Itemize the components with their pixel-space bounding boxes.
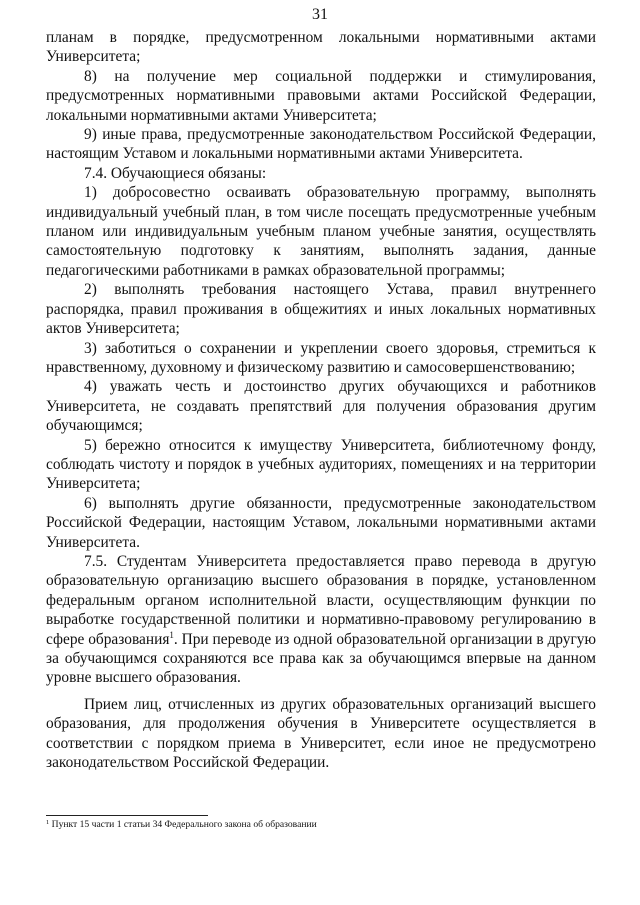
paragraph-right-8: 8) на получение мер социальной поддержки и стимулирования, предусмотренных нормативными правовыми актами Российской Федерации, локальными нормативными актами Университета;: [46, 67, 596, 124]
paragraph-duty-1: 1) добросовестно осваивать образовательную программу, выполнять индивидуальный учебный план, в том числе посещать предусмотренные учебным планом или индивидуальным учебным планом учебные занятия, осуществлять самостоятельную подготовку к занятиям, выполнять задания, данные педагогическими работниками в рамках образовательной программы;: [46, 184, 596, 279]
page-number: 31: [312, 6, 328, 23]
section-7-5-text-end: . При переводе из одной образовательной организации в другую за обучающимся сохраняются все права как за обучающимся впервые на данном уровне высшего образования.: [46, 630, 596, 687]
paragraph-duty-2: 2) выполнять требования настоящего Устава, правил внутреннего распорядка, правил проживания в общежитиях и иных локальных нормативных актов Университета;: [46, 281, 596, 338]
footnote-text: Пункт 15 части 1 статьи 34 Федерального закона об образовании: [49, 819, 317, 830]
section-7-5-paragraph: [46, 552, 596, 688]
footnote-divider: [46, 815, 208, 816]
paragraph-right-9: 9) иные права, предусмотренные законодательством Российской Федерации, настоящим Уставом и локальными нормативными актами Университета.: [46, 126, 596, 163]
footnote-marker: 1: [46, 819, 50, 826]
footnote: [46, 819, 606, 831]
paragraph-duty-3: 3) заботиться о сохранении и укреплении своего здоровья, стремиться к нравственному, духовному и физическому развитию и самосовершенствованию;: [46, 339, 596, 376]
paragraph-duty-5: 5) бережно относится к имуществу Университета, библиотечному фонду, соблюдать чистоту и порядок в учебных аудиториях, помещениях и на территории Университета;: [46, 436, 596, 493]
body-text: [46, 28, 596, 772]
section-7-5-text: 7.5. Студентам Университета предоставляется право перевода в другую образовательную организацию высшего образования в порядке, установленном федеральным органом исполнительной власти, осуществляющим функции по выработке государственной политики и нормативно-правовому регулированию в сфере образования: [46, 552, 596, 648]
paragraph-duty-6: 6) выполнять другие обязанности, предусмотренные законодательством Российской Федерации, настоящим Уставом, локальными нормативными актами Университета.: [46, 494, 596, 551]
paragraph-duty-4: 4) уважать честь и достоинство других обучающихся и работников Университета, не создавать препятствий для получения образования другим обучающимся;: [46, 378, 596, 435]
footnote-reference[interactable]: 1: [169, 629, 174, 640]
section-7-4-heading: 7.4. Обучающиеся обязаны:: [84, 164, 267, 182]
paragraph-continuation: планам в порядке, предусмотренном локальными нормативными актами Университета;: [46, 29, 596, 66]
paragraph-admission: Прием лиц, отчисленных из других образовательных организаций высшего образования, для продолжения обучения в Университете осуществляется в соответствии с порядком приема в Университет, если иное не предусмотрено законодательством Российской Федерации.: [46, 695, 596, 772]
